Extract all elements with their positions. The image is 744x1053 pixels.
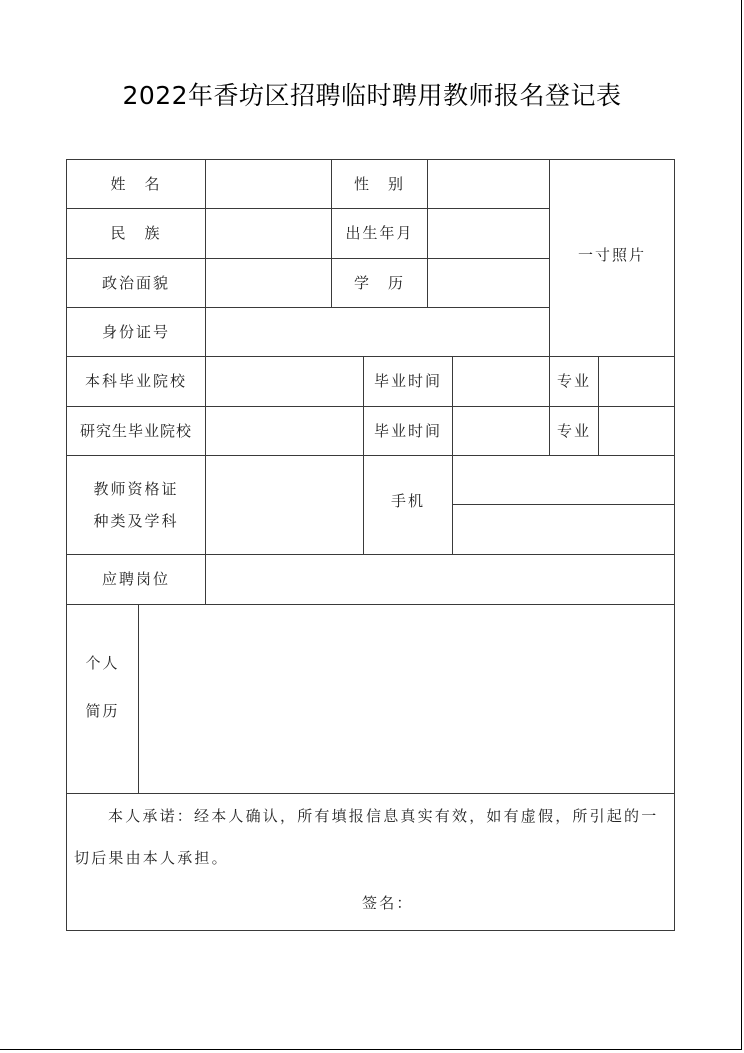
label-position: 应聘岗位: [101, 570, 170, 588]
grad-school-field[interactable]: [206, 407, 363, 455]
label-grad-school: 研究生毕业院校: [79, 421, 192, 440]
label-name: 姓 名: [110, 174, 162, 193]
undergrad-time-field[interactable]: [453, 357, 549, 406]
undergrad-major-field[interactable]: [599, 357, 674, 406]
id-number-field[interactable]: [206, 308, 549, 356]
label-undergrad-major: 专业: [556, 372, 591, 390]
political-field[interactable]: [206, 259, 331, 307]
label-education: 学 历: [353, 273, 405, 292]
photo-box-label[interactable]: 一寸照片: [577, 245, 646, 264]
resume-field[interactable]: [139, 605, 674, 793]
grad-time-field[interactable]: [453, 407, 549, 455]
label-phone: 手机: [390, 491, 425, 510]
label-teacher-cert: [67, 456, 205, 554]
ethnicity-field[interactable]: [206, 209, 331, 258]
grad-major-field[interactable]: [599, 407, 674, 455]
label-grad-major: 专业: [556, 421, 591, 440]
undergrad-school-field[interactable]: [206, 357, 363, 406]
label-undergrad-time: 毕业时间: [373, 372, 442, 390]
label-resume: [67, 605, 138, 769]
table-border-bottom: [66, 930, 675, 931]
form-title: 2022年香坊区招聘临时聘用教师报名登记表: [122, 81, 622, 110]
label-political: 政治面貌: [101, 273, 170, 292]
label-cert-line-2: 种类及学科: [93, 511, 179, 530]
label-grad-time: 毕业时间: [373, 421, 442, 440]
label-undergrad-school: 本科毕业院校: [84, 372, 187, 390]
table-border-right: [674, 159, 675, 931]
name-field[interactable]: [206, 160, 331, 208]
label-ethnicity: 民 族: [110, 224, 162, 242]
education-field[interactable]: [428, 259, 549, 307]
label-resume-line-1: 个人: [85, 653, 120, 672]
teacher-cert-field[interactable]: [206, 456, 363, 554]
position-field[interactable]: [206, 555, 674, 604]
phone-field-1[interactable]: [453, 456, 674, 504]
signature-label: 签名：: [362, 894, 414, 912]
commitment-line-2: 切后果由本人承担。: [74, 849, 229, 867]
gender-field[interactable]: [428, 160, 549, 208]
label-id-number: 身份证号: [101, 322, 170, 341]
label-birth: 出生年月: [345, 224, 414, 242]
signature-field[interactable]: [410, 884, 660, 918]
label-gender: 性 别: [353, 174, 405, 193]
birth-field[interactable]: [428, 209, 549, 258]
phone-field-2[interactable]: [453, 505, 674, 554]
table-rule: [66, 793, 675, 794]
label-cert-line-1: 教师资格证: [93, 479, 179, 498]
label-resume-line-2: 简历: [85, 701, 120, 720]
commitment-line-1: 本人承诺：经本人确认，所有填报信息真实有效，如有虚假，所引起的一: [108, 807, 659, 825]
